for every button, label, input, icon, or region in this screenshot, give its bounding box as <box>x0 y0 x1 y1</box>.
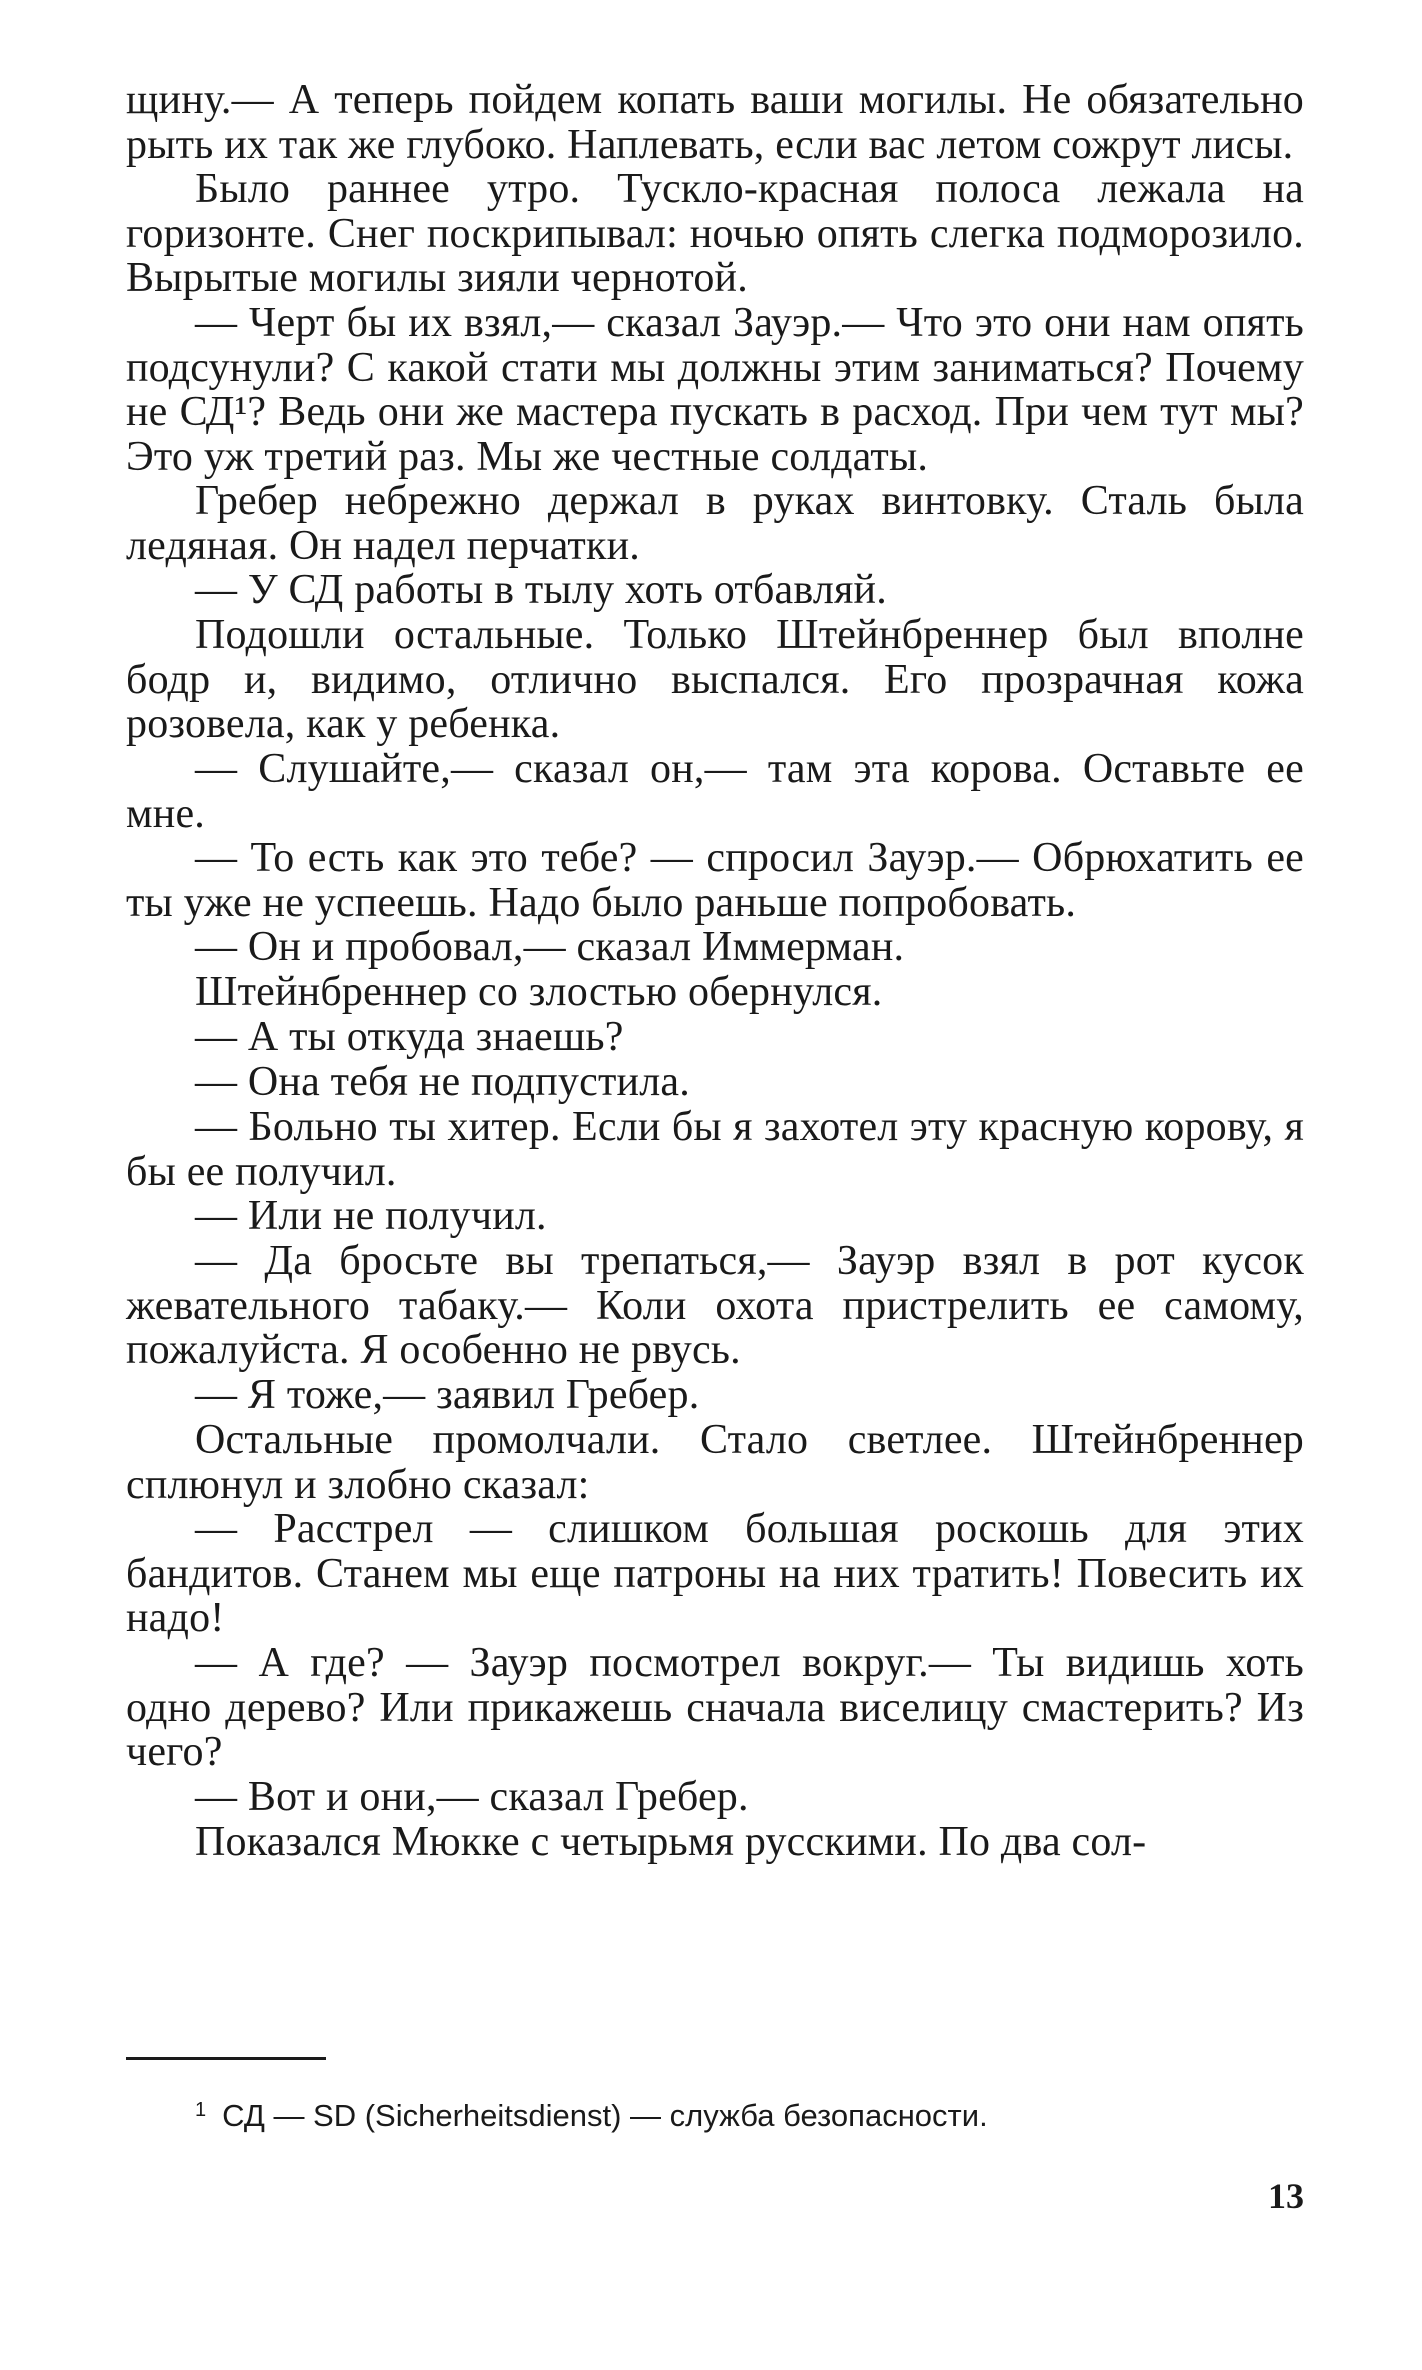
paragraph-2: Было раннее утро. Тускло-красная полоса лежала на горизонте. Снег поскрипывал: ночью опять слегка подморозило. Вырытые могилы зияли чернотой. <box>126 166 1304 301</box>
paragraph-11: — А ты откуда знаешь? <box>195 1014 624 1060</box>
footnote-mark: 1 <box>195 2099 207 2121</box>
paragraph-18: — Расстрел — слишком большая роскошь для этих бандитов. Станем мы еще патроны на них тратить! Повесить их надо! <box>126 1506 1304 1641</box>
paragraph-21: Показался Мюкке с четырьмя русскими. По два сол- <box>195 1819 1147 1865</box>
paragraph-3-text: — Черт бы их взял,— сказал Зауэр.— Что это они нам опять подсунули? С какой стати мы должны этим заниматься? Почему не СД¹? Ведь они же мастера пускать в расход. При чем тут мы? Это уж третий раз. Мы же честные солдаты. <box>126 300 1304 480</box>
footnote-text: СД — SD (Sicherheitsdienst) — служба безопасности. <box>222 2098 988 2133</box>
paragraph-15: — Да бросьте вы трепаться,— Зауэр взял в рот кусок жевательного табаку.— Коли охота пристрелить ее самому, пожалуйста. Я особенно не рвусь. <box>126 1238 1304 1373</box>
paragraph-13: — Больно ты хитер. Если бы я захотел эту красную корову, я бы ее получил. <box>126 1104 1304 1195</box>
footnote <box>195 2090 988 2136</box>
paragraph-5: — У СД работы в тылу хоть отбавляй. <box>195 567 887 613</box>
paragraph-7: — Слушайте,— сказал он,— там эта корова. Оставьте ее мне. <box>126 746 1304 837</box>
paragraph-16: — Я тоже,— заявил Гребер. <box>195 1372 700 1418</box>
footnote-divider <box>126 2057 326 2060</box>
paragraph-6: Подошли остальные. Только Штейнбреннер был вполне бодр и, видимо, отлично выспался. Его прозрачная кожа розовела, как у ребенка. <box>126 612 1304 747</box>
paragraph-12: — Она тебя не подпустила. <box>195 1059 690 1105</box>
paragraph-9: — Он и пробовал,— сказал Иммерман. <box>195 924 905 970</box>
paragraph-3 <box>126 301 1304 479</box>
paragraph-19: — А где? — Зауэр посмотрел вокруг.— Ты видишь хоть одно дерево? Или прикажешь сначала виселицу смастерить? Из чего? <box>126 1640 1304 1775</box>
paragraph-14: — Или не получил. <box>195 1193 547 1239</box>
page-number: 13 <box>1268 2176 1304 2216</box>
paragraph-17: Остальные промолчали. Стало светлее. Штейнбреннер сплюнул и злобно сказал: <box>126 1417 1304 1508</box>
paragraph-8: — То есть как это тебе? — спросил Зауэр.— Обрюхатить ее ты уже не успеешь. Надо было раньше попробовать. <box>126 835 1304 926</box>
paragraph-4: Гребер небрежно держал в руках винтовку. Сталь была ледяная. Он надел перчатки. <box>126 478 1304 569</box>
paragraph-10: Штейнбреннер со злостью обернулся. <box>195 969 883 1015</box>
paragraph-1: щину.— А теперь пойдем копать ваши могилы. Не обязательно рыть их так же глубоко. Наплевать, если вас летом сожрут лисы. <box>126 77 1304 168</box>
paragraph-20: — Вот и они,— сказал Гребер. <box>195 1774 749 1820</box>
